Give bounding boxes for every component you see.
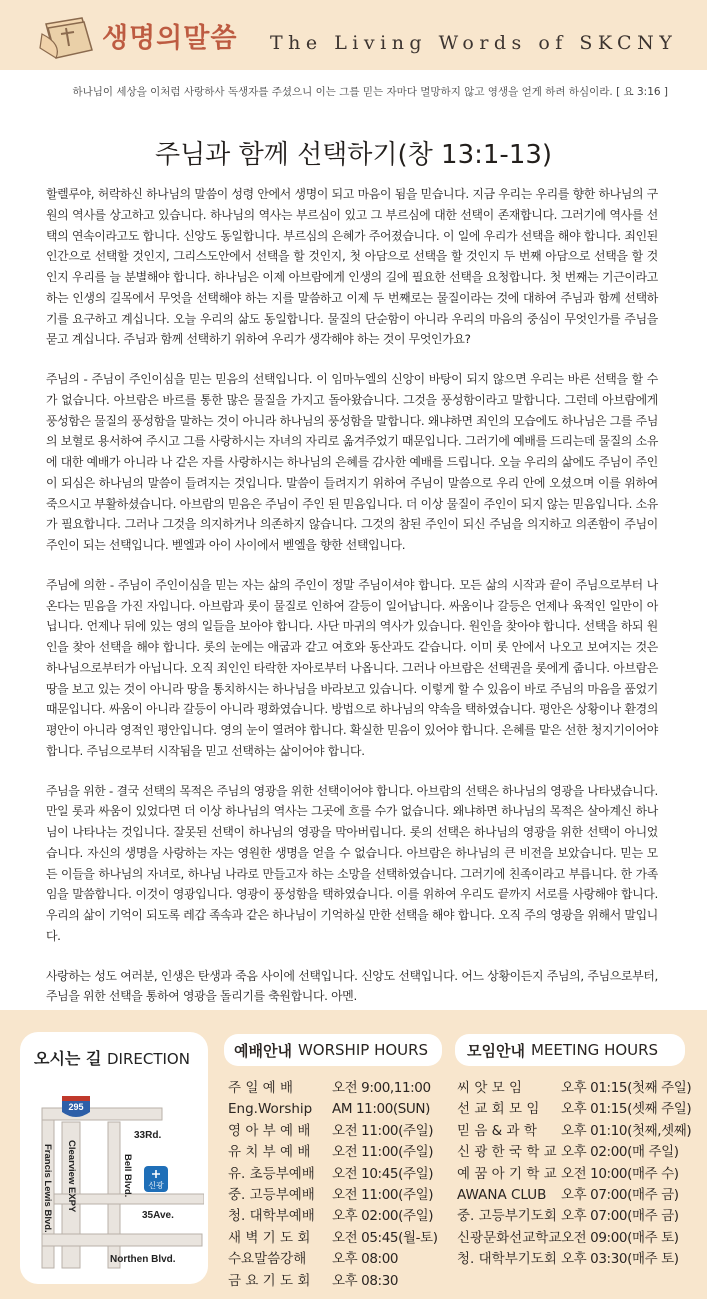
schedule-time: 오후 02:00(주일) <box>332 1208 434 1225</box>
header-title: 생명의말씀 <box>102 23 238 54</box>
schedule-name: 영 아 부 예 배 <box>228 1122 311 1139</box>
schedule-time: 오전 11:00(주일) <box>332 1144 434 1161</box>
schedule-name: AWANA CLUB <box>457 1186 547 1203</box>
schedule-name: 주 일 예 배 <box>228 1080 294 1096</box>
sermon-paragraph: 주님의 - 주님이 주인이심을 믿는 믿음의 선택입니다. 이 임마누엘의 신앙이 바탕이 되지 않으면 우리는 바른 선택을 할 수가 없습니다. 아브람은 바르를 통한 많은 물질을 가지고 돌아왔습니다. 그것을 풍성함이라고 말합니다. 그런데 아브람에게 풍성함은 물질의 풍성함을 말하는 것이 아니라 하나님의 풍성함을 말합니다. 왜냐하면 죄인의 모습에도 하나님은 그를 주님의 보혈로 용서하여 주시고 그를 사랑하시는 자녀의 자리로 옮겨주었기 때문입니다. 그러기에 예배를 드리는데 물질의 소유에 대한 예배가 아니라 나 같은 자를 사랑하시는 하나님의 은혜를 감사한 예배를 드립니다. 오늘 우리의 삶에도 주님이 주인이 되심은 하나님의 말씀이 들려지는 것입니다. 말씀이 들려지기 위하여 주님이 말씀으로 우리 안에 오셨으며 이를 위하여 죽으시고 부활하셨습니다. 아브람의 믿음은 주님이 주인 된 믿음입니다. 더 이상 물질이 주인이 되지 않는 믿음입니다. 소유가 필요합니다. 그러나 그것을 의지하거나 의존하지 않습니다. 그것의 참된 주인이 되신 주님을 의지하고 의존함이 주님이 주인이 되는 선택입니다. 벧엘과 아이 사이에서 벧엘을 향한 선택입니다. <box>46 372 658 552</box>
schedule-name: 예 꿈 아 기 학 교 <box>457 1165 557 1182</box>
shield-label: 295 <box>68 1102 84 1112</box>
schedule-row <box>228 1078 438 1099</box>
schedule-time: 오전 9:00,11:00 <box>332 1080 431 1096</box>
schedule-time: 오후 07:00(매주 금) <box>561 1186 679 1203</box>
worship-title-en: WORSHIP HOURS <box>297 1041 429 1059</box>
sermon-paragraph: 주님에 의한 - 주님이 주인이심을 믿는 자는 삶의 주인이 정말 주님이셔야 합니다. 모든 삶의 시작과 끝이 주님으로부터 나온다는 믿음을 가진 자입니다. 아브람과 롯이 물질로 인하여 갈등이 일어납니다. 싸움이나 갈등은 언제나 육적인 일만이 아닙니다. 언제나 뒤에 있는 영의 일들을 보아야 합니다. 사단 마귀의 역사가 있습니다. 원인을 찾아야 합니다. 선택을 하되 원인을 찾아 선택을 해야 합니다. 롯의 눈에는 애굽과 같고 여호와 동산과도 같습니다. 이미 롯 안에서 나오고 보여지는 것은 하나님으로부터가 아닙니다. 오직 죄인인 타락한 자아로부터 나옵니다. 그러나 아브람은 선택권을 롯에게 줍니다. 아브람은 땅을 보고 있는 것이 아니라 땅을 통치하시는 하나님을 바라보고 있습니다. 이렇게 할 수 있음이 바로 주님의 마음을 품었기 때문입니다. 싸움이 아니라 갈등이 아니라 평화였습니다. 방법으로 하나님의 약속을 택하였습니다. 평안은 상황이나 환경의 평안이 아니라 영적인 평안입니다. 영의 눈이 열려야 합니다. 확실한 믿음이 있어야 합니다. 은혜를 맡은 선한 청지기이어야 합니다. 주님으로부터 시작됨을 믿고 선택하는 삶이어야 합니다. <box>46 577 658 758</box>
sermon-title: 주님과 함께 선택하기(창 13:1-13) <box>154 140 553 170</box>
schedule-name: 유 치 부 예 배 <box>228 1144 311 1161</box>
schedule-row <box>457 1185 691 1206</box>
sermon-body <box>46 184 658 1026</box>
meeting-title-en: MEETING HOURS <box>530 1041 659 1059</box>
schedule-row <box>228 1142 438 1163</box>
schedule-row <box>457 1142 691 1163</box>
meeting-header <box>455 1034 685 1066</box>
schedule-row <box>457 1228 691 1249</box>
schedule-row <box>457 1121 691 1142</box>
schedule-name: 유. 초등부예배 <box>228 1165 315 1182</box>
schedule-time: 오전 09:00(매주 토) <box>561 1229 679 1246</box>
schedule-name: 신 광 한 국 학 교 <box>457 1144 557 1161</box>
schedule-name: 신광문화선교학교 <box>457 1229 562 1246</box>
worship-title-ko: 예배안내 <box>234 1041 292 1060</box>
schedule-row <box>228 1185 438 1206</box>
schedule-time: 오전 11:00(주일) <box>332 1186 434 1203</box>
schedule-row <box>457 1249 691 1270</box>
direction-title-en: DIRECTION <box>106 1050 190 1068</box>
schedule-name: 중. 고등부기도회 <box>457 1208 557 1225</box>
street-label: Clearview EXPY <box>66 1140 77 1213</box>
page-header <box>0 0 707 70</box>
meeting-schedule <box>457 1078 691 1271</box>
schedule-name: Eng.Worship <box>228 1101 313 1118</box>
worship-header <box>224 1034 442 1066</box>
street-label: 35Ave. <box>142 1210 174 1221</box>
sermon-paragraph: 할렐루야, 허락하신 하나님의 말씀이 성령 안에서 생명이 되고 마음이 됨을 믿습니다. 지금 우리는 우리를 향한 하나님의 구원의 역사를 상고하고 있습니다. 하나님의 역사는 부르심이 있고 그 부르심에 대한 선택이 존재합니다. 그러기에 역사를 선택의 연속이라고도 합니다. 신앙도 동일합니다. 부르심의 은혜가 주어졌습니다. 이 일에 우리가 선택을 해야 합니다. 죄인된 인간으로 선택할 것인지, 그리스도안에서 선택을 할 것인지, 첫 아담으로 선택을 할 것인지 두 번째 아담으로 선택을 할 것인지 우리를 늘 분별해야 합니다. 하나님은 이제 아브람에게 인생의 길에 필요한 선택을 요청합니다. 첫 번째는 기근이라고 하는 인생의 길목에서 무엇을 선택해야 하는 지를 말씀하고 이제 두 번째로는 물질이라는 것에 대하여 주님과 함께 선택하기를 요구하고 계십니다. 오늘 우리의 삶도 동일합니다. 물질의 단순함이 아니라 우리의 마음의 중심이 무엇인가를 주님을 묻고 계십니다. 주님과 함께 선택하기 위하여 우리가 생각해야 하는 것이 무엇인가요? <box>46 187 658 347</box>
schedule-time: 오후 01:15(첫째 주일) <box>561 1080 692 1096</box>
schedule-row <box>228 1206 438 1227</box>
schedule-time: 오전 10:00(매주 수) <box>561 1165 679 1182</box>
header-subtitle: The Living Words of SKCNY <box>270 32 678 54</box>
schedule-name: 씨 앗 모 임 <box>457 1080 523 1096</box>
schedule-name: 금 요 기 도 회 <box>228 1272 311 1289</box>
street-label: Bell Blvd. <box>122 1154 133 1198</box>
church-mark-label: 신광 <box>148 1181 164 1190</box>
verse-line: 하나님이 세상을 이처럼 사랑하사 독생자를 주셨으니 이는 그를 믿는 자마다 멸망하지 않고 영생을 얻게 하려 하심이라. [ 요 3:16 ] <box>72 86 668 98</box>
schedule-row <box>228 1121 438 1142</box>
schedule-time: 오후 03:30(매주 토) <box>561 1251 679 1268</box>
road-northen <box>42 1234 202 1246</box>
schedule-row <box>457 1164 691 1185</box>
sermon-paragraph: 주님을 위한 - 결국 선택의 목적은 주님의 영광을 위한 선택이어야 합니다. 아브람의 선택은 하나님의 영광을 나타냈습니다. 만일 롯과 싸움이 있었다면 더 이상 하나님의 역사는 그곳에 흐를 수가 없습니다. 왜냐하면 하나님의 목적은 살아계신 하나님이 나타나는 것입니다. 잘못된 선택이 하나님의 영광을 막아버립니다. 롯의 선택은 하나님의 영광을 위한 선택이 아니었습니다. 자신의 생명을 사랑하는 자는 영원한 생명을 얻을 수 없습니다. 아브람은 하나님의 큰 비전을 보았습니다. 믿는 모든 이들을 하나님의 자녀로, 하나님 나라로 만들고자 하는 소망을 선택하였습니다. 그러기에 친족이라고 부릅니다. 한 가족임을 말씀합니다. 이것이 영광입니다. 영광이 풍성함을 택하였습니다. 이를 위하여 우리도 끝까지 서로를 사랑해야 합니다. 우리의 삶이 기억이 되도록 레갑 족속과 같은 하나님이 기억하실 만한 선택을 해야 합니다. 오직 주의 영광을 위해서 말입니다. <box>46 783 658 943</box>
sermon-paragraph: 사랑하는 성도 여러분, 인생은 탄생과 죽음 사이에 선택입니다. 신앙도 선택입니다. 어느 상황이든지 주님의, 주님으로부터, 주님을 위한 선택을 통하여 영광을 돌리기를 축원합니다. 아멘. <box>46 968 658 1004</box>
schedule-row <box>457 1099 691 1120</box>
road-33rd <box>42 1108 162 1120</box>
schedule-time: AM 11:00(SUN) <box>332 1101 430 1118</box>
schedule-row <box>457 1206 691 1227</box>
schedule-time: 오후 01:10(첫째,셋째) <box>561 1122 692 1139</box>
schedule-name: 새 벽 기 도 회 <box>228 1229 311 1246</box>
schedule-row <box>228 1099 438 1120</box>
info-panel <box>0 1010 707 1299</box>
schedule-row <box>228 1271 438 1292</box>
schedule-name: 청. 대학부기도회 <box>457 1251 557 1268</box>
direction-map <box>34 1082 204 1272</box>
street-label: 33Rd. <box>134 1130 162 1141</box>
schedule-time: 오후 07:00(매주 금) <box>561 1208 679 1225</box>
direction-card <box>20 1032 208 1284</box>
schedule-time: 오전 05:45(월-토) <box>332 1229 438 1246</box>
schedule-row <box>457 1078 691 1099</box>
direction-title <box>34 1046 190 1069</box>
schedule-time: 오전 11:00(주일) <box>332 1122 434 1139</box>
schedule-time: 오후 08:30 <box>332 1272 399 1289</box>
schedule-time: 오후 08:00 <box>332 1251 399 1268</box>
schedule-row <box>228 1249 438 1270</box>
schedule-time: 오전 10:45(주일) <box>332 1165 434 1182</box>
schedule-row <box>228 1228 438 1249</box>
schedule-name: 선 교 회 모 임 <box>457 1101 540 1118</box>
schedule-name: 중. 고등부예배 <box>228 1186 315 1203</box>
street-label: Francis Lewis Blvd. <box>42 1144 53 1233</box>
meeting-title-ko: 모임안내 <box>467 1041 525 1060</box>
schedule-time: 오후 01:15(셋째 주일) <box>561 1101 692 1118</box>
schedule-name: 믿 음 & 과 학 <box>457 1122 537 1139</box>
schedule-name: 수요말씀강해 <box>228 1251 307 1268</box>
schedule-time: 오후 02:00(매 주일) <box>561 1144 679 1161</box>
direction-title-ko: 오시는 길 <box>34 1049 102 1068</box>
street-label: Northen Blvd. <box>110 1254 176 1265</box>
schedule-name: 청. 대학부예배 <box>228 1208 315 1225</box>
schedule-row <box>228 1164 438 1185</box>
worship-schedule <box>228 1078 438 1292</box>
bible-book-icon <box>36 10 96 62</box>
